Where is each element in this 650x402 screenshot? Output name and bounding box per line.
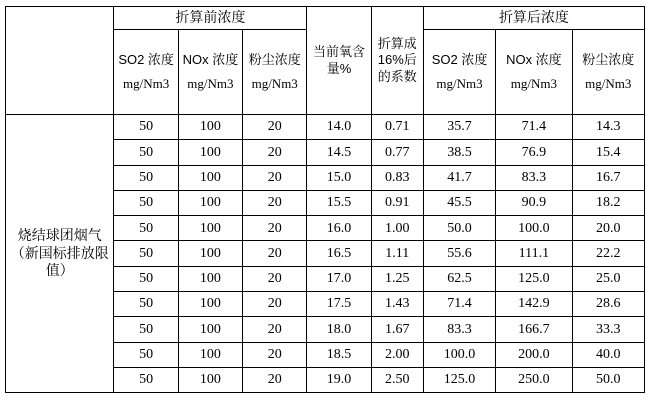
cell-nox-before: 100 [178, 241, 242, 266]
cell-nox-before: 100 [178, 367, 242, 392]
cell-dust-after: 14.3 [572, 115, 644, 140]
cell-dust-before: 20 [243, 367, 307, 392]
cell-so2-after: 38.5 [423, 140, 495, 165]
cell-factor: 1.11 [371, 241, 423, 266]
subheader-dust-after-unit: mg/Nm3 [585, 75, 632, 91]
table-row [6, 115, 645, 140]
cell-dust-after: 25.0 [572, 266, 644, 291]
cell-factor: 0.83 [371, 165, 423, 190]
cell-dust-after: 18.2 [572, 190, 644, 215]
subheader-so2-after-label: SO2 浓度 [431, 52, 488, 68]
cell-so2-after: 50.0 [423, 216, 495, 241]
cell-o2: 17.0 [307, 266, 371, 291]
subheader-so2-before [114, 30, 178, 115]
cell-dust-before: 20 [243, 190, 307, 215]
cell-nox-before: 100 [178, 190, 242, 215]
cell-so2-after: 83.3 [423, 317, 495, 342]
cell-o2: 16.5 [307, 241, 371, 266]
cell-dust-before: 20 [243, 140, 307, 165]
cell-factor: 1.00 [371, 216, 423, 241]
cell-factor: 1.43 [371, 292, 423, 317]
cell-dust-before: 20 [243, 216, 307, 241]
cell-nox-before: 100 [178, 342, 242, 367]
table-group-header-row [6, 7, 645, 30]
emission-conversion-table [5, 6, 645, 393]
subheader-nox-before-label: NOx 浓度 [182, 52, 239, 68]
cell-nox-before: 100 [178, 165, 242, 190]
subheader-nox-after-label: NOx 浓度 [506, 52, 562, 68]
cell-nox-before: 100 [178, 292, 242, 317]
cell-dust-before: 20 [243, 115, 307, 140]
subheader-dust-before [243, 30, 307, 115]
group-header-after: 折算后浓度 [423, 7, 644, 30]
cell-dust-before: 20 [243, 266, 307, 291]
cell-nox-after: 142.9 [496, 292, 572, 317]
cell-dust-before: 20 [243, 292, 307, 317]
cell-dust-after: 40.0 [572, 342, 644, 367]
cell-factor: 1.25 [371, 266, 423, 291]
subheader-nox-after [496, 30, 572, 115]
cell-o2: 14.0 [307, 115, 371, 140]
cell-nox-after: 90.9 [496, 190, 572, 215]
cell-o2: 17.5 [307, 292, 371, 317]
cell-factor: 0.77 [371, 140, 423, 165]
cell-so2-before: 50 [114, 216, 178, 241]
cell-o2: 18.5 [307, 342, 371, 367]
cell-so2-after: 125.0 [423, 367, 495, 392]
cell-nox-after: 71.4 [496, 115, 572, 140]
cell-nox-before: 100 [178, 317, 242, 342]
corner-cell [6, 7, 114, 115]
subheader-dust-after-label: 粉尘浓度 [582, 52, 635, 68]
cell-o2: 19.0 [307, 367, 371, 392]
cell-o2: 18.0 [307, 317, 371, 342]
cell-nox-after: 250.0 [496, 367, 572, 392]
cell-factor: 2.50 [371, 367, 423, 392]
cell-so2-before: 50 [114, 342, 178, 367]
cell-nox-before: 100 [178, 115, 242, 140]
cell-nox-after: 83.3 [496, 165, 572, 190]
subheader-o2-content [307, 7, 371, 115]
subheader-dust-before-label: 粉尘浓度 [248, 52, 301, 68]
cell-dust-before: 20 [243, 241, 307, 266]
cell-nox-after: 125.0 [496, 266, 572, 291]
subheader-nox-before [178, 30, 242, 115]
cell-dust-after: 15.4 [572, 140, 644, 165]
cell-factor: 2.00 [371, 342, 423, 367]
cell-so2-before: 50 [114, 266, 178, 291]
cell-factor: 0.91 [371, 190, 423, 215]
cell-dust-after: 20.0 [572, 216, 644, 241]
cell-factor: 1.67 [371, 317, 423, 342]
group-header-before: 折算前浓度 [114, 7, 307, 30]
cell-nox-before: 100 [178, 140, 242, 165]
cell-so2-before: 50 [114, 115, 178, 140]
cell-so2-before: 50 [114, 292, 178, 317]
cell-dust-before: 20 [243, 342, 307, 367]
cell-so2-after: 62.5 [423, 266, 495, 291]
cell-nox-before: 100 [178, 216, 242, 241]
cell-dust-after: 22.2 [572, 241, 644, 266]
cell-so2-before: 50 [114, 317, 178, 342]
cell-o2: 15.5 [307, 190, 371, 215]
cell-so2-after: 45.5 [423, 190, 495, 215]
subheader-so2-after-unit: mg/Nm3 [436, 75, 483, 91]
subheader-so2-before-label: SO2 浓度 [118, 52, 174, 68]
subheader-dust-after [572, 30, 644, 115]
subheader-factor-label: 折算成16%后的系数 [377, 36, 417, 84]
cell-nox-after: 100.0 [496, 216, 572, 241]
subheader-so2-before-unit: mg/Nm3 [123, 75, 170, 91]
cell-so2-before: 50 [114, 367, 178, 392]
subheader-factor [371, 7, 423, 115]
cell-so2-before: 50 [114, 241, 178, 266]
cell-so2-before: 50 [114, 140, 178, 165]
subheader-dust-before-unit: mg/Nm3 [251, 75, 298, 91]
row-label-sintering-pellet-flue-gas: 烧结球团烟气（新国标排放限值） [6, 115, 114, 393]
cell-dust-after: 50.0 [572, 367, 644, 392]
cell-so2-after: 71.4 [423, 292, 495, 317]
cell-dust-after: 28.6 [572, 292, 644, 317]
cell-nox-after: 111.1 [496, 241, 572, 266]
cell-factor: 0.71 [371, 115, 423, 140]
cell-o2: 14.5 [307, 140, 371, 165]
subheader-so2-after [423, 30, 495, 115]
cell-dust-after: 16.7 [572, 165, 644, 190]
cell-so2-after: 41.7 [423, 165, 495, 190]
cell-nox-after: 76.9 [496, 140, 572, 165]
cell-dust-after: 33.3 [572, 317, 644, 342]
subheader-o2-content-label: 当前氧含量% [312, 44, 365, 76]
cell-dust-before: 20 [243, 317, 307, 342]
cell-o2: 16.0 [307, 216, 371, 241]
cell-so2-after: 35.7 [423, 115, 495, 140]
cell-nox-after: 166.7 [496, 317, 572, 342]
cell-so2-after: 55.6 [423, 241, 495, 266]
subheader-nox-after-unit: mg/Nm3 [510, 75, 557, 91]
cell-nox-before: 100 [178, 266, 242, 291]
cell-so2-before: 50 [114, 165, 178, 190]
cell-nox-after: 200.0 [496, 342, 572, 367]
cell-dust-before: 20 [243, 165, 307, 190]
cell-o2: 15.0 [307, 165, 371, 190]
cell-so2-before: 50 [114, 190, 178, 215]
subheader-nox-before-unit: mg/Nm3 [187, 75, 234, 91]
cell-so2-after: 100.0 [423, 342, 495, 367]
